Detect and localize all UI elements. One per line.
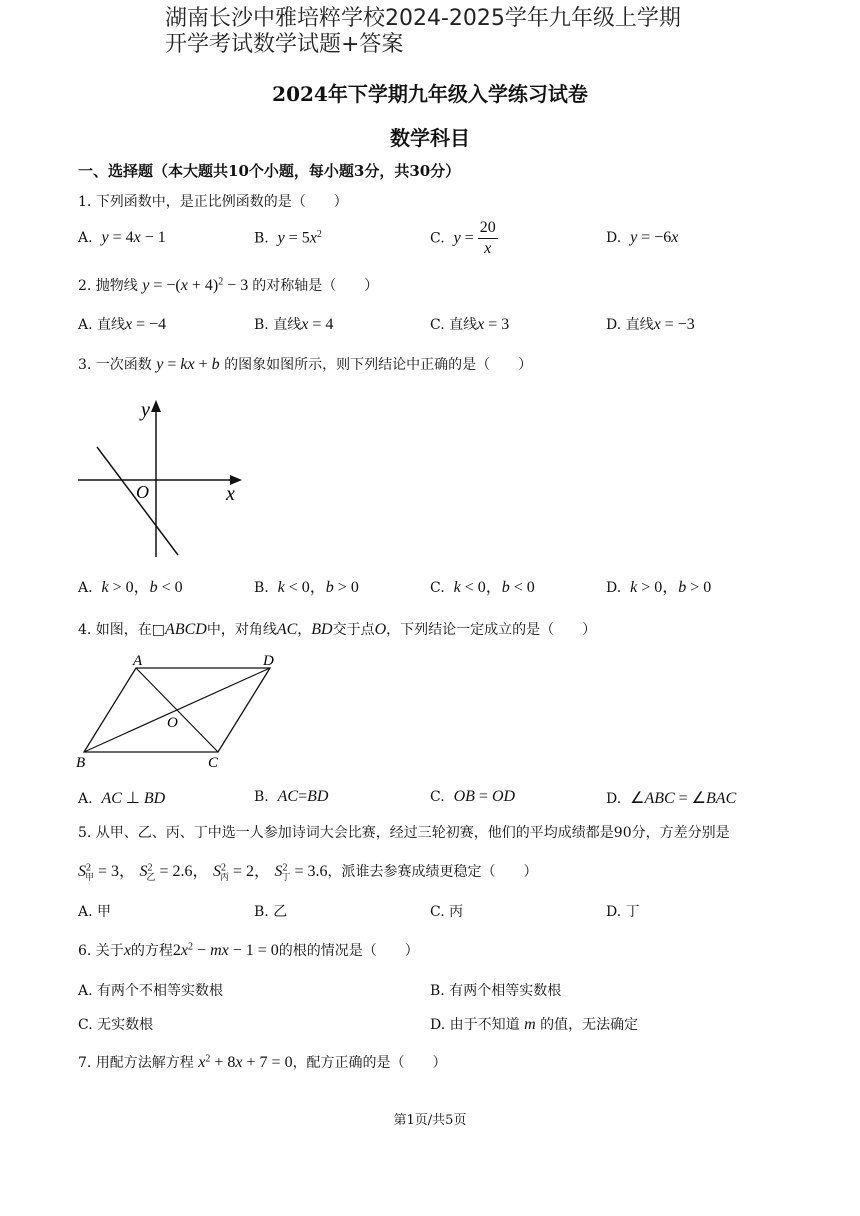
q6-option-c: C. 无实数根: [78, 1017, 154, 1033]
y-axis-arrow: [151, 400, 161, 412]
origin-label: O: [136, 482, 149, 502]
q5-option-b: B. 乙: [254, 904, 288, 920]
q4-option-a: A. AC ⊥ BD: [78, 790, 166, 807]
q3-option-b: B. k < 0，b > 0: [254, 579, 359, 596]
q1-option-b: B. $y = 5x^2$: [254, 229, 322, 247]
question-4-stem: 4. 如图，在□ABCD中，对角线AC，BD交于点O，下列结论一定成立的是（ ）: [78, 621, 597, 638]
q2-option-b: B. 直线x = 4: [254, 316, 334, 333]
q1-option-a: A. y = 4x − 1: [78, 229, 166, 246]
q3-option-a: A. k > 0，b < 0: [78, 579, 183, 596]
diagonal-bd: [84, 668, 270, 752]
doc-header-line1: 湖南长沙中雅培粹学校2024-2025学年九年级上学期: [165, 6, 681, 31]
question-7-stem: 7. 用配方法解方程 $x^2 + 8x + 7 = 0$，配方正确的是（ ）: [78, 1053, 447, 1071]
q5-option-a: A. 甲: [78, 904, 112, 920]
page-footer: 第1页/共5页: [393, 1113, 467, 1128]
vertex-d-label: D: [263, 653, 274, 669]
q2-option-c: C. 直线x = 3: [430, 316, 510, 333]
q1-option-d: D. y = −6x: [606, 229, 679, 246]
question-5-variances: $S^2_甲 = 3$， $S^2_乙 = 2.6$， $S^2_丙 = 2$， $S^2_丁 = 3.6$，派谁去参赛成绩更稳定（ ）: [78, 862, 538, 883]
question-2-stem: 2. 抛物线 $y = -(x + 4)^2 - 3$ 的对称轴是（ ）: [78, 276, 379, 294]
x-axis-label: x: [226, 483, 235, 505]
q4-option-c: C. OB = OD: [430, 788, 516, 805]
question-1-stem: 1. 下列函数中，是正比例函数的是（ ）: [78, 194, 348, 210]
q3-option-c: C. k < 0，b < 0: [430, 579, 535, 596]
q2-option-d: D. 直线x = −3: [606, 316, 695, 333]
figure-parallelogram: [72, 650, 292, 772]
point-o-label: O: [167, 715, 178, 731]
q4-option-d: D. ∠ABC = ∠BAC: [606, 790, 737, 807]
section-heading: 一、选择题（本大题共10个小题，每小题3分，共30分）: [78, 162, 461, 180]
q5-option-d: D. 丁: [606, 904, 640, 920]
q3-option-d: D. k > 0，b > 0: [606, 579, 712, 596]
vertex-a-label: A: [133, 653, 143, 669]
question-5-stem: 5. 从甲、乙、丙、丁中选一人参加诗词大会比赛，经过三轮初赛，他们的平均成绩都是90分，方差分别是: [78, 825, 730, 841]
q4-option-b: B. AC=BD: [254, 788, 329, 805]
q2-option-a: A. 直线x = −4: [78, 316, 167, 333]
vertex-c-label: C: [208, 755, 219, 771]
question-3-stem: 3. 一次函数 y = kx + b 的图象如图所示，则下列结论中正确的是（ ）: [78, 356, 533, 373]
question-6-stem: 6. 关于x的方程$2x^2$ − mx − 1 = 0的根的情况是（ ）: [78, 941, 419, 959]
q1-option-c: C. y = $\frac{20}{x}$: [430, 219, 496, 257]
q6-option-b: B. 有两个相等实数根: [430, 983, 562, 999]
exam-subject: 数学科目: [390, 126, 470, 150]
figure-linear-function-graph: [70, 392, 260, 564]
q6-option-a: A. 有两个不相等实数根: [78, 983, 224, 999]
q6-option-d: D. 由于不知道 m 的值，无法确定: [430, 1016, 639, 1033]
exam-title: 2024年下学期九年级入学练习试卷: [272, 82, 588, 106]
doc-header-line2: 开学考试数学试题+答案: [165, 32, 404, 57]
vertex-b-label: B: [76, 755, 86, 771]
y-axis-label: y: [141, 399, 150, 421]
q5-option-c: C. 丙: [430, 904, 464, 920]
